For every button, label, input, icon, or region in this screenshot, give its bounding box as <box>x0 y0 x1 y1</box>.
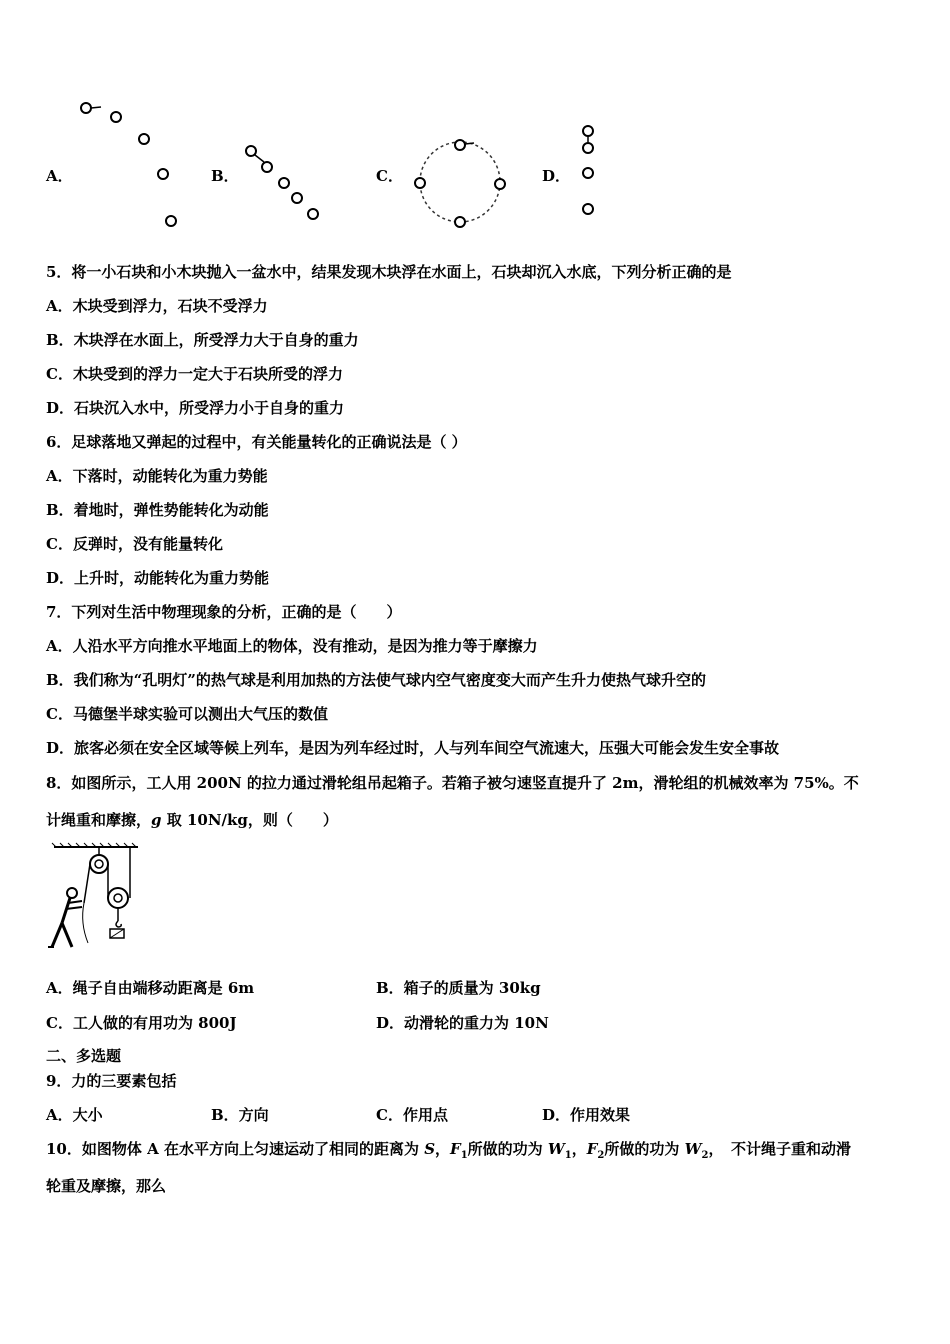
q6-option-d: D．上升时，动能转化为重力势能 <box>46 569 270 587</box>
q4-option-d-label: D． <box>542 167 571 185</box>
q7-option-c: C．马德堡半球实验可以测出大气压的数值 <box>46 705 328 723</box>
q6-stem: 6．足球落地又弹起的过程中，有关能量转化的正确说法是（ ） <box>46 433 467 451</box>
q7-option-d: D．旅客必须在安全区域等候上列车，是因为列车经过时，人与列车间空气流速大，压强大可能会发生安全事故 <box>46 739 780 757</box>
q8-option-d: D．动滑轮的重力为 10N <box>376 1014 549 1032</box>
q8-stem-line1: 8．如图所示，工人用 200N 的拉力通过滑轮组吊起箱子。若箱子被匀速竖直提升了 2m，滑轮组的机械效率为 75%。不 <box>46 774 859 792</box>
q4-option-a-diagram <box>75 95 185 230</box>
q9-stem: 9．力的三要素包括 <box>46 1072 177 1090</box>
q4-option-b-diagram <box>240 140 330 225</box>
q4-option-c-label: C． <box>376 167 403 185</box>
q5-option-d: D．石块沉入水中，所受浮力小于自身的重力 <box>46 399 345 417</box>
q4-option-a-label: A． <box>46 167 73 185</box>
q10-stem-line1: 10．如图物体 A 在水平方向上匀速运动了相同的距离为 S，$F_1$所做的功为 $W_1$，$F_2$所做的功为 $W_2$， 不计绳子重和动滑 <box>46 1140 851 1161</box>
q4-option-c-diagram <box>412 135 512 230</box>
q5-option-c: C．木块受到的浮力一定大于石块所受的浮力 <box>46 365 343 383</box>
q8-stem-line2: 计绳重和摩擦，g 取 10N/kg，则（ ） <box>46 811 338 829</box>
q10-stem-line2: 轮重及摩擦，那么 <box>46 1177 167 1195</box>
q9-option-a: A．大小 <box>46 1106 103 1124</box>
q8-option-c: C．工人做的有用功为 800J <box>46 1014 237 1032</box>
q6-option-a: A．下落时，动能转化为重力势能 <box>46 467 268 485</box>
q8-option-b: B．箱子的质量为 30kg <box>376 979 541 997</box>
q6-option-b: B．着地时，弹性势能转化为动能 <box>46 501 269 519</box>
q7-option-b: B．我们称为“孔明灯”的热气球是利用加热的方法使气球内空气密度变大而产生升力使热气球升空的 <box>46 671 706 689</box>
q5-option-a: A．木块受到浮力，石块不受浮力 <box>46 297 268 315</box>
q8-option-a: A．绳子自由端移动距离是 6m <box>46 979 255 997</box>
section-heading-multiple-choice: 二、多选题 <box>46 1047 122 1065</box>
q6-option-c: C．反弹时，没有能量转化 <box>46 535 223 553</box>
q5-option-b: B．木块浮在水面上，所受浮力大于自身的重力 <box>46 331 359 349</box>
q5-stem: 5．将一小石块和小木块抛入一盆水中，结果发现木块浮在水面上，石块却沉入水底，下列分析正确的是 <box>46 263 732 281</box>
q9-option-b: B．方向 <box>211 1106 269 1124</box>
q4-option-d-diagram <box>575 122 605 222</box>
q4-option-b-label: B． <box>211 167 239 185</box>
q7-stem: 7．下列对生活中物理现象的分析，正确的是（ ） <box>46 603 402 621</box>
q9-option-d: D．作用效果 <box>542 1106 631 1124</box>
pulley-worker-diagram <box>46 843 146 953</box>
q9-option-c: C．作用点 <box>376 1106 448 1124</box>
q7-option-a: A．人沿水平方向推水平地面上的物体，没有推动，是因为推力等于摩擦力 <box>46 637 538 655</box>
